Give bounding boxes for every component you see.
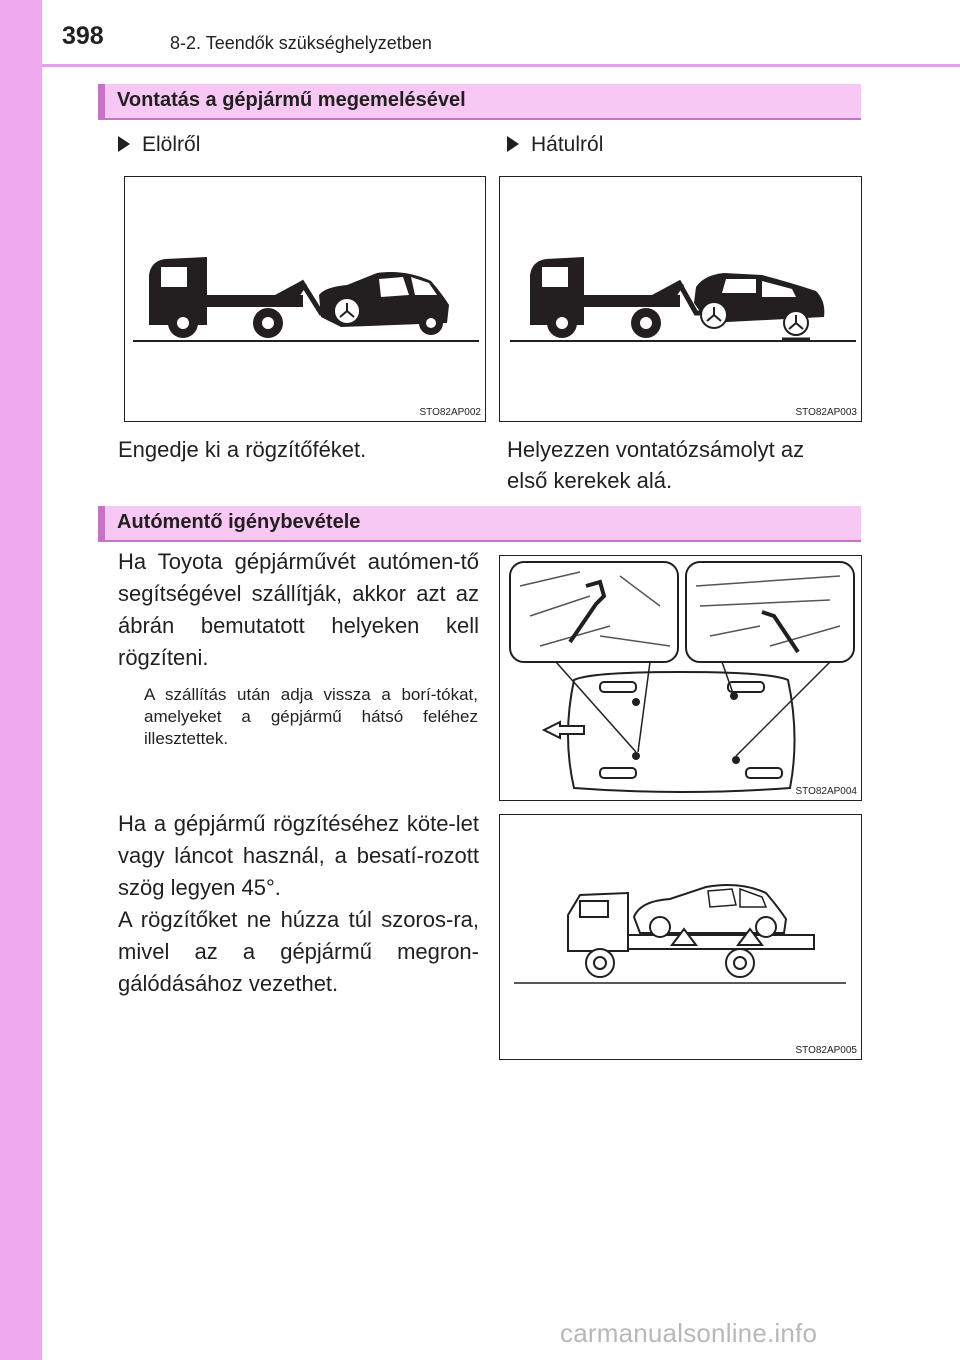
watermark-logo[interactable]: carmanualsonline.info: [560, 1318, 818, 1348]
chapter-title: 8-2. Teendők szükséghelyzetben: [170, 33, 432, 53]
paragraph-overtighten-warning: A rögzítőket ne húzza túl szoros-ra, mivel az a gépjármű megron-gálódásához vezethet.: [118, 907, 479, 996]
figure-code: STO82AP003: [795, 407, 857, 418]
carrier-truck-illustration: [500, 815, 861, 1059]
caption-rear-line2: első kerekek alá.: [507, 468, 673, 493]
subheading-rear: [507, 133, 603, 157]
triangle-bullet-icon: [507, 136, 519, 152]
note-return-covers: A szállítás után adja vissza a borí-tókat, amelyeket a gépjármű hátsó feléhez illesztettek.: [144, 685, 478, 748]
section-title-lifting-tow: Vontatás a gépjármű megemelésével: [98, 84, 861, 120]
paragraph-rope-angle: Ha a gépjármű rögzítéséhez köte-let vagy láncot használ, a besatí-rozott szög legyen 45°.: [118, 811, 479, 900]
header-divider: [42, 64, 960, 67]
caption-front: Engedje ki a rögzítőféket.: [118, 437, 367, 462]
paragraph-tiedown-locations: Ha Toyota gépjárművét autómen-tő segítségével szállítják, akkor azt az ábrán bemutatott helyeken kell rögzíteni.: [118, 549, 479, 670]
tow-truck-front-illustration: [125, 177, 485, 421]
tow-truck-rear-illustration: [500, 177, 861, 421]
triangle-bullet-icon: [118, 136, 130, 152]
page-number: 398: [62, 22, 104, 50]
figure-front-tow: [124, 176, 486, 422]
section-title-carrier-truck: Autómentő igénybevétele: [98, 506, 861, 542]
caption-rear-line1: Helyezzen vontatózsámolyt az: [507, 437, 805, 462]
side-color-strip: [0, 0, 42, 1360]
tiedown-points-illustration: [500, 556, 861, 800]
subheading-front: [118, 133, 200, 157]
figure-code: STO82AP002: [419, 407, 481, 418]
figure-code: STO82AP004: [795, 786, 857, 797]
subheading-rear-label: Hátulról: [531, 133, 604, 156]
figure-carrier-truck: [499, 814, 862, 1060]
figure-tiedown-points: [499, 555, 862, 801]
figure-code: STO82AP005: [795, 1045, 857, 1056]
subheading-front-label: Elölről: [142, 133, 201, 156]
figure-rear-tow: [499, 176, 862, 422]
